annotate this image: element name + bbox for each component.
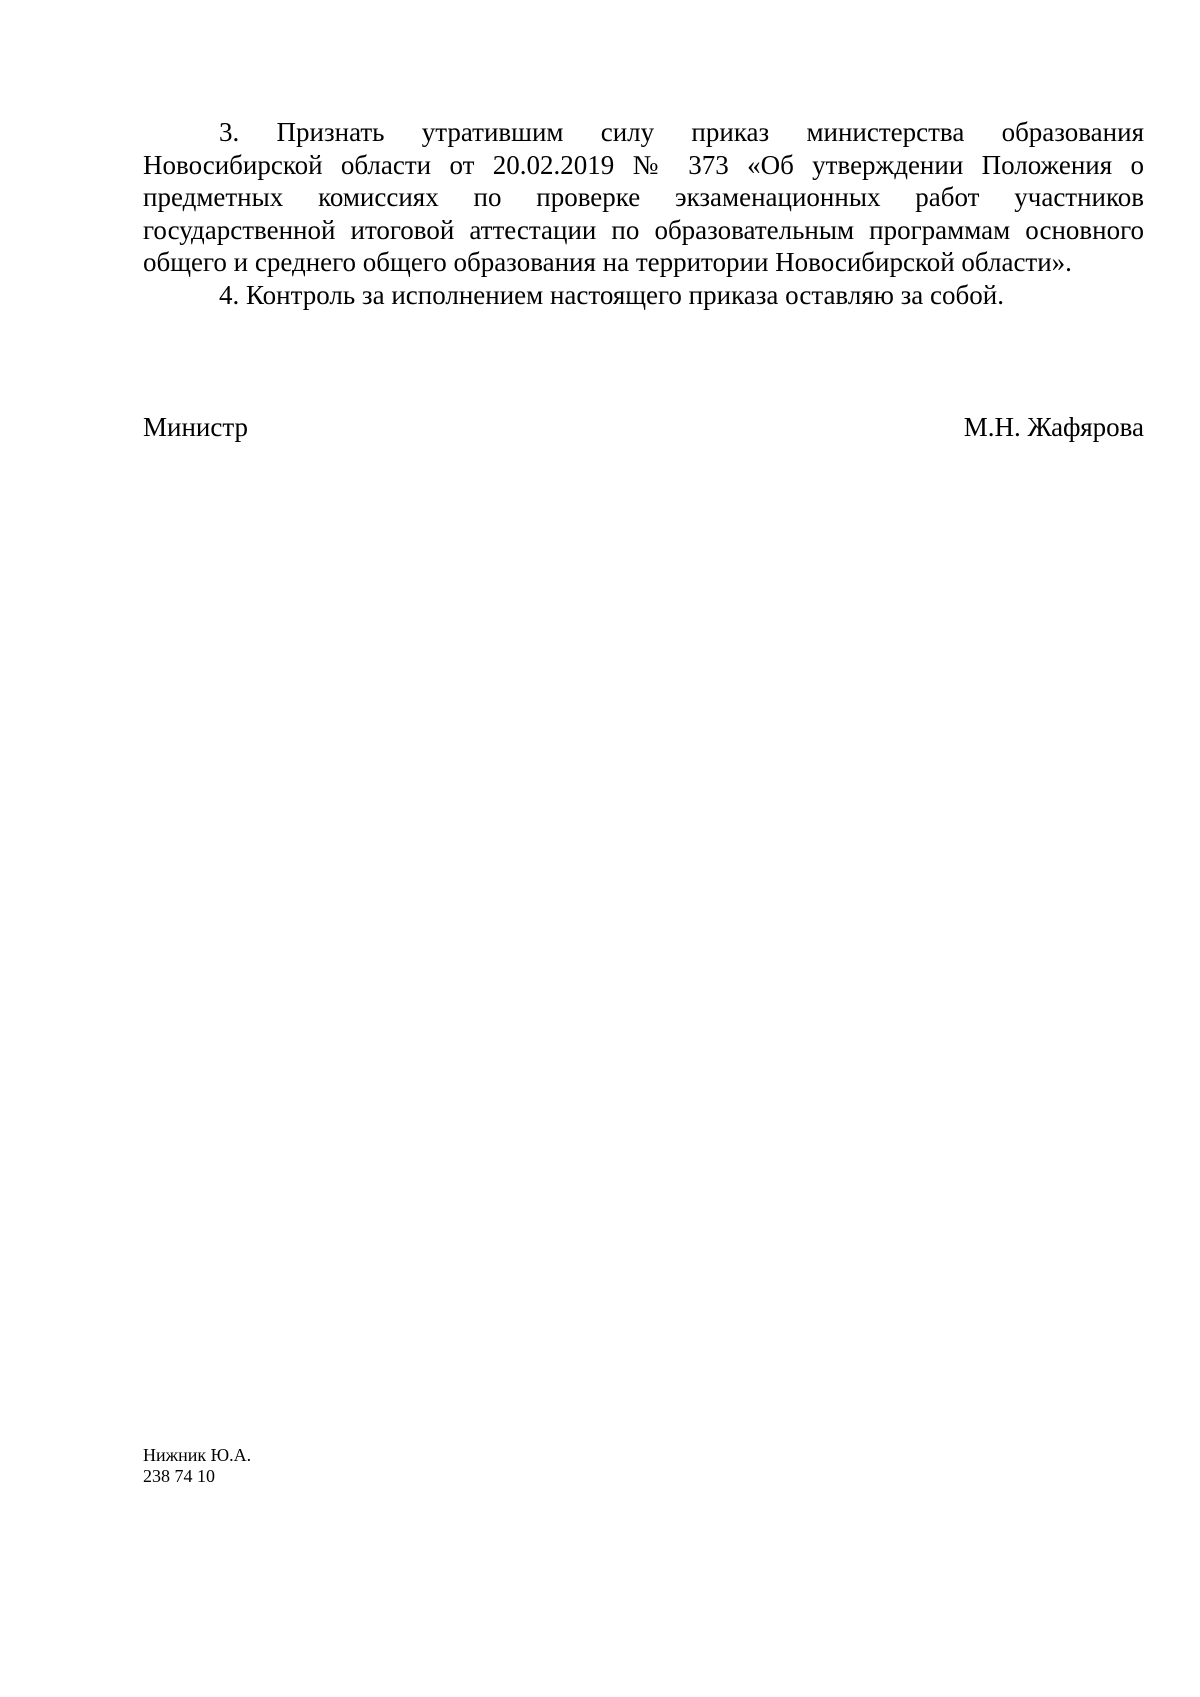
paragraph-3-text: Признать утратившим силу приказ министерства образования Новосибирской области от 20.02.2019 № 373 «Об утверждении Положения о предметных комиссиях по проверке экзаменационных работ участников государственной итоговой аттестации по образовательным программам основного общего и среднего общего образования на территории Новосибирской области». <box>143 117 1144 277</box>
signature-name: М.Н. Жафярова <box>963 412 1144 442</box>
paragraph-3 <box>143 116 1144 279</box>
executor-block <box>143 1445 251 1487</box>
paragraph-3-number: 3. <box>219 117 240 147</box>
paragraph-4-number: 4. <box>219 279 240 310</box>
document-body <box>143 116 1144 311</box>
executor-name: Нижник Ю.А. <box>143 1445 252 1465</box>
paragraph-4 <box>143 279 1144 312</box>
signature-position: Министр <box>143 412 248 442</box>
signature-block <box>143 410 1144 444</box>
executor-phone: 238 74 10 <box>143 1466 215 1486</box>
paragraph-4-text: Контроль за исполнением настоящего приказа оставляю за собой. <box>246 279 1004 310</box>
